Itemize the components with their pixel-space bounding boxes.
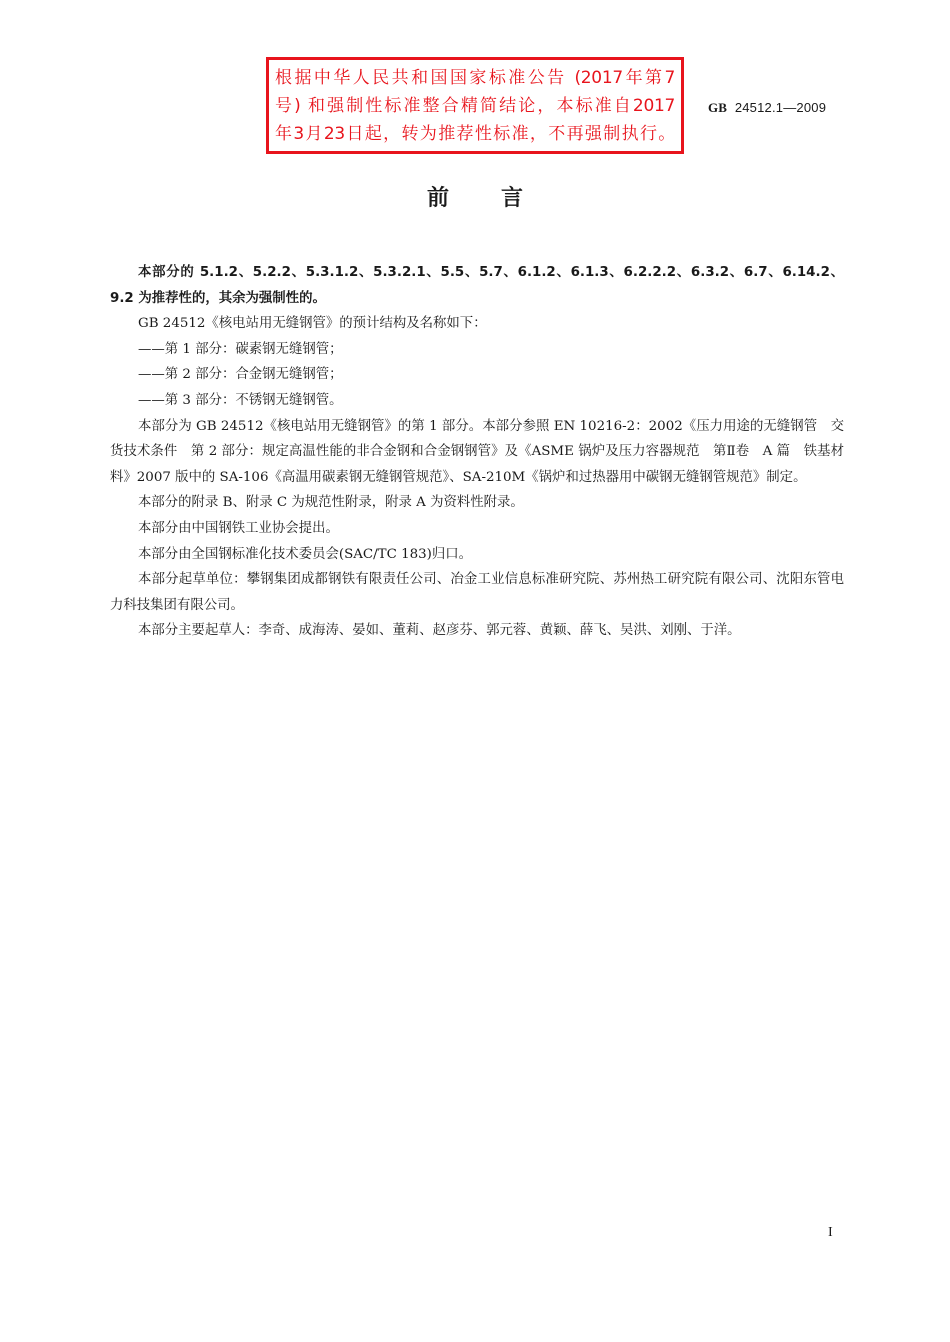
notice-line-3: 年3月23日起，转为推荐性标准，不再强制执行。 [275,124,675,144]
standard-code [708,100,826,116]
list-item-part-2: ——第 2 部分：合金钢无缝钢管； [138,367,343,383]
page-number: I [828,1225,833,1240]
standard-status-notice [266,57,684,154]
notice-line-1: 根据中华人民共和国国家标准公告 (2017年第7 [275,68,675,88]
list-item-part-3: ——第 3 部分：不锈钢无缝钢管。 [138,392,343,408]
standard-code-prefix: GB [708,100,728,115]
list-item-part-1: ——第 1 部分：碳素钢无缝钢管； [138,341,343,357]
paragraph-drafters: 本部分主要起草人：李奇、成海涛、晏如、董莉、赵彦芬、郭元蓉、黄颖、薛飞、吴洪、刘刚、于洋。 [138,623,741,639]
paragraph-proposer: 本部分由中国钢铁工业协会提出。 [138,520,339,536]
notice-line-2: 号) 和强制性标准整合精简结论，本标准自2017 [275,96,675,116]
page-title: 前言 [426,186,575,211]
paragraph-recommended-clauses: 本部分的 5.1.2、5.2.2、5.3.1.2、5.3.2.1、5.5、5.7、6.1.2、6.1.3、6.2.2.2、6.3.2、6.7、6.14.2、9.2 为推荐性的，其余为强制性的。 [110,265,844,306]
foreword-body [110,260,844,644]
paragraph-annexes: 本部分的附录 B、附录 C 为规范性附录，附录 A 为资料性附录。 [138,495,524,511]
paragraph-series-structure: GB 24512《核电站用无缝钢管》的预计结构及名称如下： [138,316,487,332]
standard-code-number: 24512.1—2009 [734,100,827,115]
paragraph-drafting-units: 本部分起草单位：攀钢集团成都钢铁有限责任公司、冶金工业信息标准研究院、苏州热工研究院有限公司、沈阳东管电力科技集团有限公司。 [110,572,844,613]
paragraph-committee: 本部分由全国钢标准化技术委员会(SAC/TC 183)归口。 [138,546,473,562]
paragraph-references: 本部分为 GB 24512《核电站用无缝钢管》的第 1 部分。本部分参照 EN 10216-2：2002《压力用途的无缝钢管 交货技术条件 第 2 部分：规定高温性能的非合金钢和合金钢钢管》及《ASME 锅炉及压力容器规范 第Ⅱ卷 A 篇 铁基材料》2007 版中的 SA-106《高温用碳素钢无缝钢管规范》、SA-210M《锅炉和过热器用中碳钢无缝钢管规范》制定。 [110,418,844,485]
